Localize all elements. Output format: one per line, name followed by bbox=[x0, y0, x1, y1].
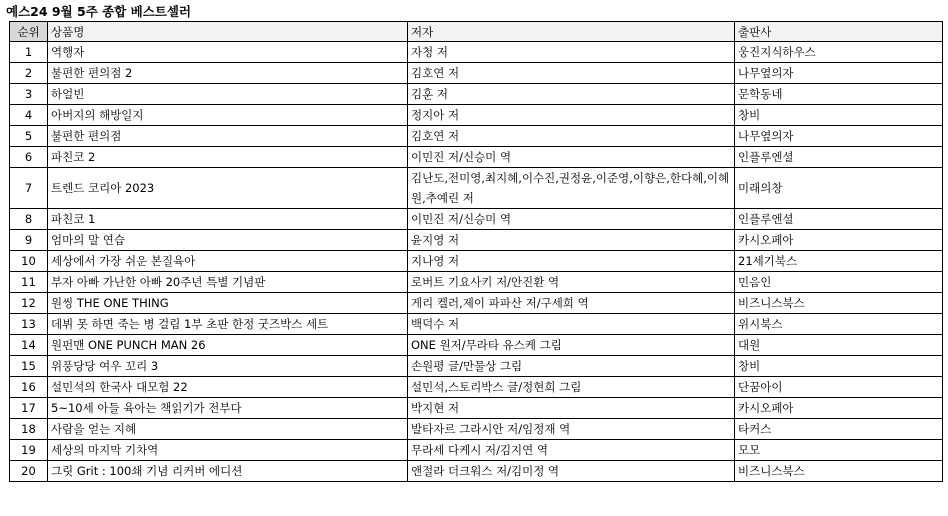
publisher-cell: 문학동네 bbox=[735, 84, 943, 105]
title-cell: 세상의 마지막 기차역 bbox=[48, 440, 408, 461]
publisher-cell: 나무옆의자 bbox=[735, 63, 943, 84]
table-row bbox=[10, 42, 943, 63]
publisher-cell: 대원 bbox=[735, 335, 943, 356]
publisher-cell: 21세기북스 bbox=[735, 251, 943, 272]
rank-cell: 5 bbox=[10, 126, 48, 147]
rank-cell: 11 bbox=[10, 272, 48, 293]
title-cell: 트렌드 코리아 2023 bbox=[48, 168, 408, 209]
table-row bbox=[10, 335, 943, 356]
table-row bbox=[10, 419, 943, 440]
rank-cell: 13 bbox=[10, 314, 48, 335]
table-row bbox=[10, 84, 943, 105]
sheet-title: 예스24 9월 5주 종합 베스트셀러 bbox=[6, 4, 192, 19]
title-cell: 파친코 1 bbox=[48, 209, 408, 230]
publisher-cell: 단꿈아이 bbox=[735, 377, 943, 398]
author-cell: 게리 켈러,제이 파파산 저/구세희 역 bbox=[408, 293, 735, 314]
title-cell: 사람을 얻는 지혜 bbox=[48, 419, 408, 440]
title-cell: 불편한 편의점 2 bbox=[48, 63, 408, 84]
author-cell: 박지현 저 bbox=[408, 398, 735, 419]
publisher-cell: 창비 bbox=[735, 105, 943, 126]
publisher-cell: 웅진지식하우스 bbox=[735, 42, 943, 63]
title-cell: 엄마의 말 연습 bbox=[48, 230, 408, 251]
author-cell: 윤지영 저 bbox=[408, 230, 735, 251]
title-cell: 불편한 편의점 bbox=[48, 126, 408, 147]
author-cell: 김훈 저 bbox=[408, 84, 735, 105]
rank-cell: 4 bbox=[10, 105, 48, 126]
title-cell: 위풍당당 여우 꼬리 3 bbox=[48, 356, 408, 377]
rank-cell: 12 bbox=[10, 293, 48, 314]
author-cell: 김호연 저 bbox=[408, 126, 735, 147]
author-cell: 이민진 저/신승미 역 bbox=[408, 209, 735, 230]
title-cell: 원펀맨 ONE PUNCH MAN 26 bbox=[48, 335, 408, 356]
author-cell: 설민석,스토리박스 글/정현희 그림 bbox=[408, 377, 735, 398]
title-cell: 데뷔 못 하면 죽는 병 걸림 1부 초판 한정 굿즈박스 세트 bbox=[48, 314, 408, 335]
header-title: 상품명 bbox=[48, 22, 408, 42]
publisher-cell: 타커스 bbox=[735, 419, 943, 440]
author-cell: 앤절라 더크워스 저/김미정 역 bbox=[408, 461, 735, 482]
rank-cell: 14 bbox=[10, 335, 48, 356]
table-body bbox=[10, 42, 943, 482]
table-row bbox=[10, 63, 943, 84]
bestseller-table bbox=[9, 21, 943, 482]
title-cell: 5~10세 아들 육아는 책읽기가 전부다 bbox=[48, 398, 408, 419]
publisher-cell: 나무옆의자 bbox=[735, 126, 943, 147]
rank-cell: 1 bbox=[10, 42, 48, 63]
table-row bbox=[10, 293, 943, 314]
table-row bbox=[10, 251, 943, 272]
publisher-cell: 비즈니스북스 bbox=[735, 293, 943, 314]
header-author: 저자 bbox=[408, 22, 735, 42]
author-cell: 정지아 저 bbox=[408, 105, 735, 126]
rank-cell: 10 bbox=[10, 251, 48, 272]
rank-cell: 9 bbox=[10, 230, 48, 251]
publisher-cell: 민음인 bbox=[735, 272, 943, 293]
rank-cell: 15 bbox=[10, 356, 48, 377]
rank-cell: 18 bbox=[10, 419, 48, 440]
publisher-cell: 모모 bbox=[735, 440, 943, 461]
header-row bbox=[10, 22, 943, 42]
publisher-cell: 인플루엔셜 bbox=[735, 209, 943, 230]
title-cell: 역행자 bbox=[48, 42, 408, 63]
table-row bbox=[10, 126, 943, 147]
author-cell: 백덕수 저 bbox=[408, 314, 735, 335]
table-row bbox=[10, 377, 943, 398]
publisher-cell: 미래의창 bbox=[735, 168, 943, 209]
publisher-cell: 위시북스 bbox=[735, 314, 943, 335]
author-cell: 김난도,전미영,최지혜,이수진,권정윤,이준영,이향은,한다혜,이혜원,추예린 저 bbox=[408, 168, 735, 209]
author-cell: 손원평 글/만물상 그림 bbox=[408, 356, 735, 377]
table-row bbox=[10, 230, 943, 251]
table-row bbox=[10, 440, 943, 461]
author-cell: 이민진 저/신승미 역 bbox=[408, 147, 735, 168]
rank-cell: 7 bbox=[10, 168, 48, 209]
publisher-cell: 창비 bbox=[735, 356, 943, 377]
title-cell: 원씽 THE ONE THING bbox=[48, 293, 408, 314]
publisher-cell: 인플루엔셜 bbox=[735, 147, 943, 168]
rank-cell: 8 bbox=[10, 209, 48, 230]
table-row bbox=[10, 147, 943, 168]
rank-cell: 6 bbox=[10, 147, 48, 168]
author-cell: 로버트 기요사키 저/안진환 역 bbox=[408, 272, 735, 293]
table-row bbox=[10, 272, 943, 293]
title-cell: 설민석의 한국사 대모험 22 bbox=[48, 377, 408, 398]
author-cell: 지나영 저 bbox=[408, 251, 735, 272]
publisher-cell: 비즈니스북스 bbox=[735, 461, 943, 482]
table-row bbox=[10, 105, 943, 126]
author-cell: 발타자르 그라시안 저/임정재 역 bbox=[408, 419, 735, 440]
title-cell: 하얼빈 bbox=[48, 84, 408, 105]
table-row bbox=[10, 461, 943, 482]
author-cell: 김호연 저 bbox=[408, 63, 735, 84]
header-rank: 순위 bbox=[10, 22, 48, 42]
title-cell: 세상에서 가장 쉬운 본질육아 bbox=[48, 251, 408, 272]
table-row bbox=[10, 209, 943, 230]
author-cell: ONE 원저/무라타 유스케 그림 bbox=[408, 335, 735, 356]
title-cell: 아버지의 해방일지 bbox=[48, 105, 408, 126]
rank-cell: 20 bbox=[10, 461, 48, 482]
author-cell: 자청 저 bbox=[408, 42, 735, 63]
rank-cell: 16 bbox=[10, 377, 48, 398]
table-row bbox=[10, 314, 943, 335]
header-publisher: 출판사 bbox=[735, 22, 943, 42]
rank-cell: 19 bbox=[10, 440, 48, 461]
rank-cell: 3 bbox=[10, 84, 48, 105]
title-cell: 파친코 2 bbox=[48, 147, 408, 168]
author-cell: 무라세 다케시 저/김지연 역 bbox=[408, 440, 735, 461]
publisher-cell: 카시오페아 bbox=[735, 398, 943, 419]
rank-cell: 17 bbox=[10, 398, 48, 419]
rank-cell: 2 bbox=[10, 63, 48, 84]
title-cell: 그릿 Grit : 100쇄 기념 리커버 에디션 bbox=[48, 461, 408, 482]
title-cell: 부자 아빠 가난한 아빠 20주년 특별 기념판 bbox=[48, 272, 408, 293]
table-row bbox=[10, 356, 943, 377]
publisher-cell: 카시오페아 bbox=[735, 230, 943, 251]
table-row bbox=[10, 398, 943, 419]
table-row bbox=[10, 168, 943, 209]
